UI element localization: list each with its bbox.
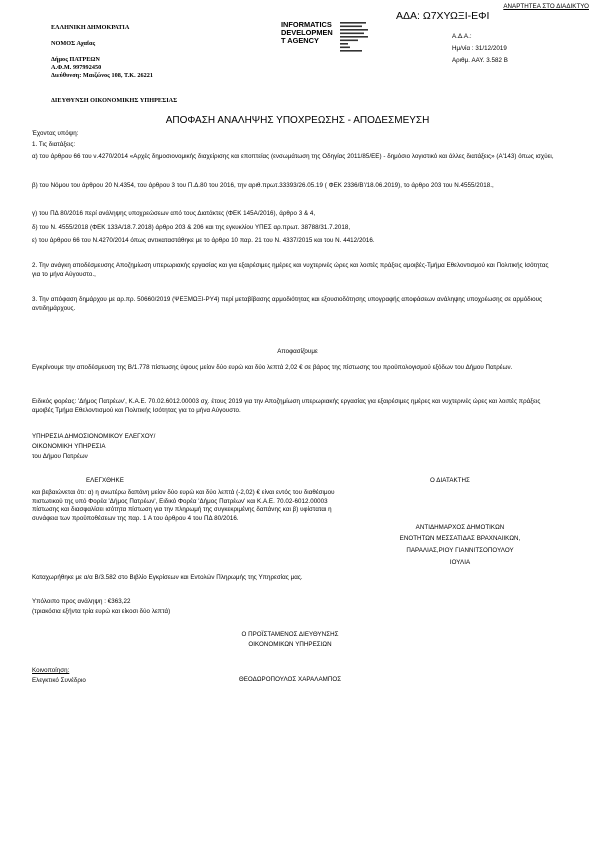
agency-logo [281,21,333,46]
decision-paragraph-2: Ειδικός φορέας: 'Δήμος Πατρέων', Κ.Α.Ε. 70.02.6012.00003 σχ. έτους 2019 για την Αποζημίωση υπερωριακής εργασίας για εξαιρέσιμες ημέρες και νυχτερινές ώρες και λοιπές πράξεις αμοιβές Τμήμα Εθελοντισμού και Πολιτικής Ισότητας για το μήνα Αύγουστο. [32,398,541,414]
considerations-intro: Έχοντας υπόψη: [32,130,79,137]
agency-fine-print [340,22,370,61]
consideration-1: 1. Τις διατάξεις: [32,141,76,148]
orderer-line-2: ΕΝΟΤΗΤΩΝ ΜΕΣΣΑΤΙΔΑΣ ΒΡΑΧΝΑΙΙΚΩΝ, [399,535,521,542]
control-service-2: ΟΙΚΟΝΟΜΙΚΗ ΥΠΗΡΕΣΙΑ [32,443,106,450]
registration-note: Καταχωρήθηκε με α/α Β/3.582 στο Βιβλίο Εγκρίσεων και Εντολών Πληρωμής της Υπηρεσίας μας. [32,574,303,581]
issuer-country: ΕΛΛΗΝΙΚΗ ΔΗΜΟΚΡΑΤΙΑ [51,24,130,31]
balance-amount: Υπόλοιπο προς ανάληψη : €363,22 [32,598,131,605]
consideration-1c: γ) του ΠΔ 80/2016 περί ανάληψης υποχρεώσεων από τους Διατάκτες (ΦΕΚ 145Α/2016), άρθρο 3 & 4, [32,210,316,217]
agency-line-1: INFORMATICS [281,20,332,29]
director-name: ΘΕΟΔΩΡΟΠΟΥΛΟΣ ΧΑΡΑΛΑΜΠΟΣ [238,676,342,683]
consideration-1e: ε) του άρθρου 66 του Ν.4270/2014 όπως αντικαταστάθηκε με το άρθρο 10 παρ. 21 του Ν. 4337/2015 και του Ν. 4412/2016. [32,237,375,244]
ada-header: ΑΔΑ: Ω7ΧΥΩΞΙ-ΕΦΙ [396,10,490,22]
notification-recipient: Ελεγκτικό Συνέδριο [32,677,86,684]
orderer-line-4: ΙΟΥΛΙΑ [449,559,471,566]
department: ΔΙΕΥΘΥΝΣΗ ΟΙΚΟΝΟΜΙΚΗΣ ΥΠΗΡΕΣΙΑΣ [51,97,178,104]
control-service-1: ΥΠΗΡΕΣΙΑ ΔΗΜΟΣΙΟΝΟΜΙΚΟΥ ΕΛΕΓΧΟΥ/ [32,433,156,440]
consideration-1d: δ) του Ν. 4555/2018 (ΦΕΚ 133Α/18.7.2018) άρθρο 203 & 206 και της εγκυκλίου ΥΠΕΣ αρ.πρωτ. 38788/31.7.2018, [32,224,351,231]
control-service-3: του Δήμου Πατρέων [32,453,88,460]
orderer-line-1: ΑΝΤΙΔΗΜΑΡΧΟΣ ΔΗΜΟΤΙΚΩΝ [415,524,505,531]
orderer-line-3: ΠΑΡΑΛΙΑΣ,ΡΙΟΥ ΓΙΑΝΝΙΤΣΟΠΟΥΛΟΥ [406,547,514,554]
consideration-1b: β) του Νόμου του άρθρου 20 Ν.4354, του άρθρου 3 του Π.Δ.80 του 2016, την αριθ.πρωτ.33393/26.05.19 ( ΦΕΚ 2336/Β'/18.06.2019), το άρθρο 203 του Ν.4555/2018., [32,182,494,189]
checked-label: ΕΛΕΓΧΘΗΚΕ [86,477,124,484]
agency-line-3: T AGENCY [281,36,319,46]
consideration-1a: α) του άρθρου 66 του ν.4270/2014 «Αρχές δημοσιονομικής διαχείρισης και εποπτείας (ενσωμάτωση της Οδηγίας 2011/85/ΕΕ) - δημόσιο λογιστικό και άλλες διατάξεις» (Α'143) όπως ισχύει, [32,153,554,160]
decision-heading: Αποφασίζουμε [277,348,318,355]
control-body: και βεβαιώνεται ότι: α) η ανωτέρω δαπάνη μείον δύο ευρώ και δύο λεπτά (-2,02) € είναι εντός του διαθέσιμου πιστωτικού της υπό Φορέα 'Δήμος Πατρέων', Ειδικό Φορέα 'Δήμος Πατρέων' και Κ.Α.Ε. 70.02-6012.00003 πίστωσης και διασφαλίσει ισότητα πίστωση για την πληρωμή της συγκεκριμένης δαπάνης και β) υφίσταται η συνάφεια των προϋποθέσεων της παρ. 1 Α του άρθρου 4 του ΠΔ 80/2016. [32,489,335,522]
decision-paragraph-1: Εγκρίνουμε την αποδέσμευση της Β/1.778 πίστωσης ύψους μείον δύο ευρώ και δύο λεπτά 2,02 € σε βάρος της πίστωσης του προϋπολογισμού εξόδων του Δήμου Πατρέων. [32,364,513,371]
consideration-2: 2. Την ανάγκη αποδέσμευσης Αποζημίωση υπερωριακής εργασίας και για εξαιρέσιμες ημέρες και νυχτερινές ώρες και λοιπές πράξεις αμοιβές-Τμήμα Εθελοντισμού και Πολιτικής Ισότητας για το μήνα Αύγουστο., [32,262,549,278]
document-date: Ημ/νία : 31/12/2019 [452,45,507,52]
ada-field: Α.Δ.Α.: [452,33,472,40]
agency-fine-print-graphic [340,22,370,56]
document-title: ΑΠΟΦΑΣΗ ΑΝΑΛΗΨΗΣ ΥΠΟΧΡΕΩΣΗΣ - ΑΠΟΔΕΣΜΕΥΣΗ [165,115,430,126]
director-line-2: ΟΙΚΟΝΟΜΙΚΩΝ ΥΠΗΡΕΣΙΩΝ [248,641,332,648]
balance-words: (τριακόσια εξήντα τρία ευρώ και είκοσι δύο λεπτά) [32,608,171,615]
notification-label: Κοινοποίηση: [32,667,70,674]
issuer-prefecture: ΝΟΜΟΣ Αχαΐας [51,40,96,47]
publication-notice: ΑΝΑΡΤΗΤΕΑ ΣΤΟ ΔΙΑΔΙΚΤΥΟ [503,3,589,10]
issuer-municipality: Δήμος ΠΑΤΡΕΩΝ [51,56,100,63]
issuer-address: Διεύθυνση: Μαιζώνος 108, Τ.Κ. 26221 [51,72,154,79]
orderer-label: Ο ΔΙΑΤΑΚΤΗΣ [430,477,470,484]
issuer-afm: Α.Φ.Μ. 997992450 [51,64,102,71]
document-number: Αριθμ. ΑΑΥ. 3.582 Β [452,57,508,64]
director-line-1: Ο ΠΡΟΪΣΤΑΜΕΝΟΣ ΔΙΕΥΘΥΝΣΗΣ [241,631,339,638]
consideration-3: 3. Την απόφαση δημάρχου με αρ.πρ. 50660/2019 (ΨΕΞΜΩΞΙ-ΡΥ4) περί μεταβίβασης αρμοδιότητας και εξουσιοδότησης υπογραφής αποφάσεων ανάληψης υποχρέωσης σε αρμόδιους αντιδημάρχους. [32,296,543,312]
agency-line-2: DEVELOPMEN [281,28,333,38]
